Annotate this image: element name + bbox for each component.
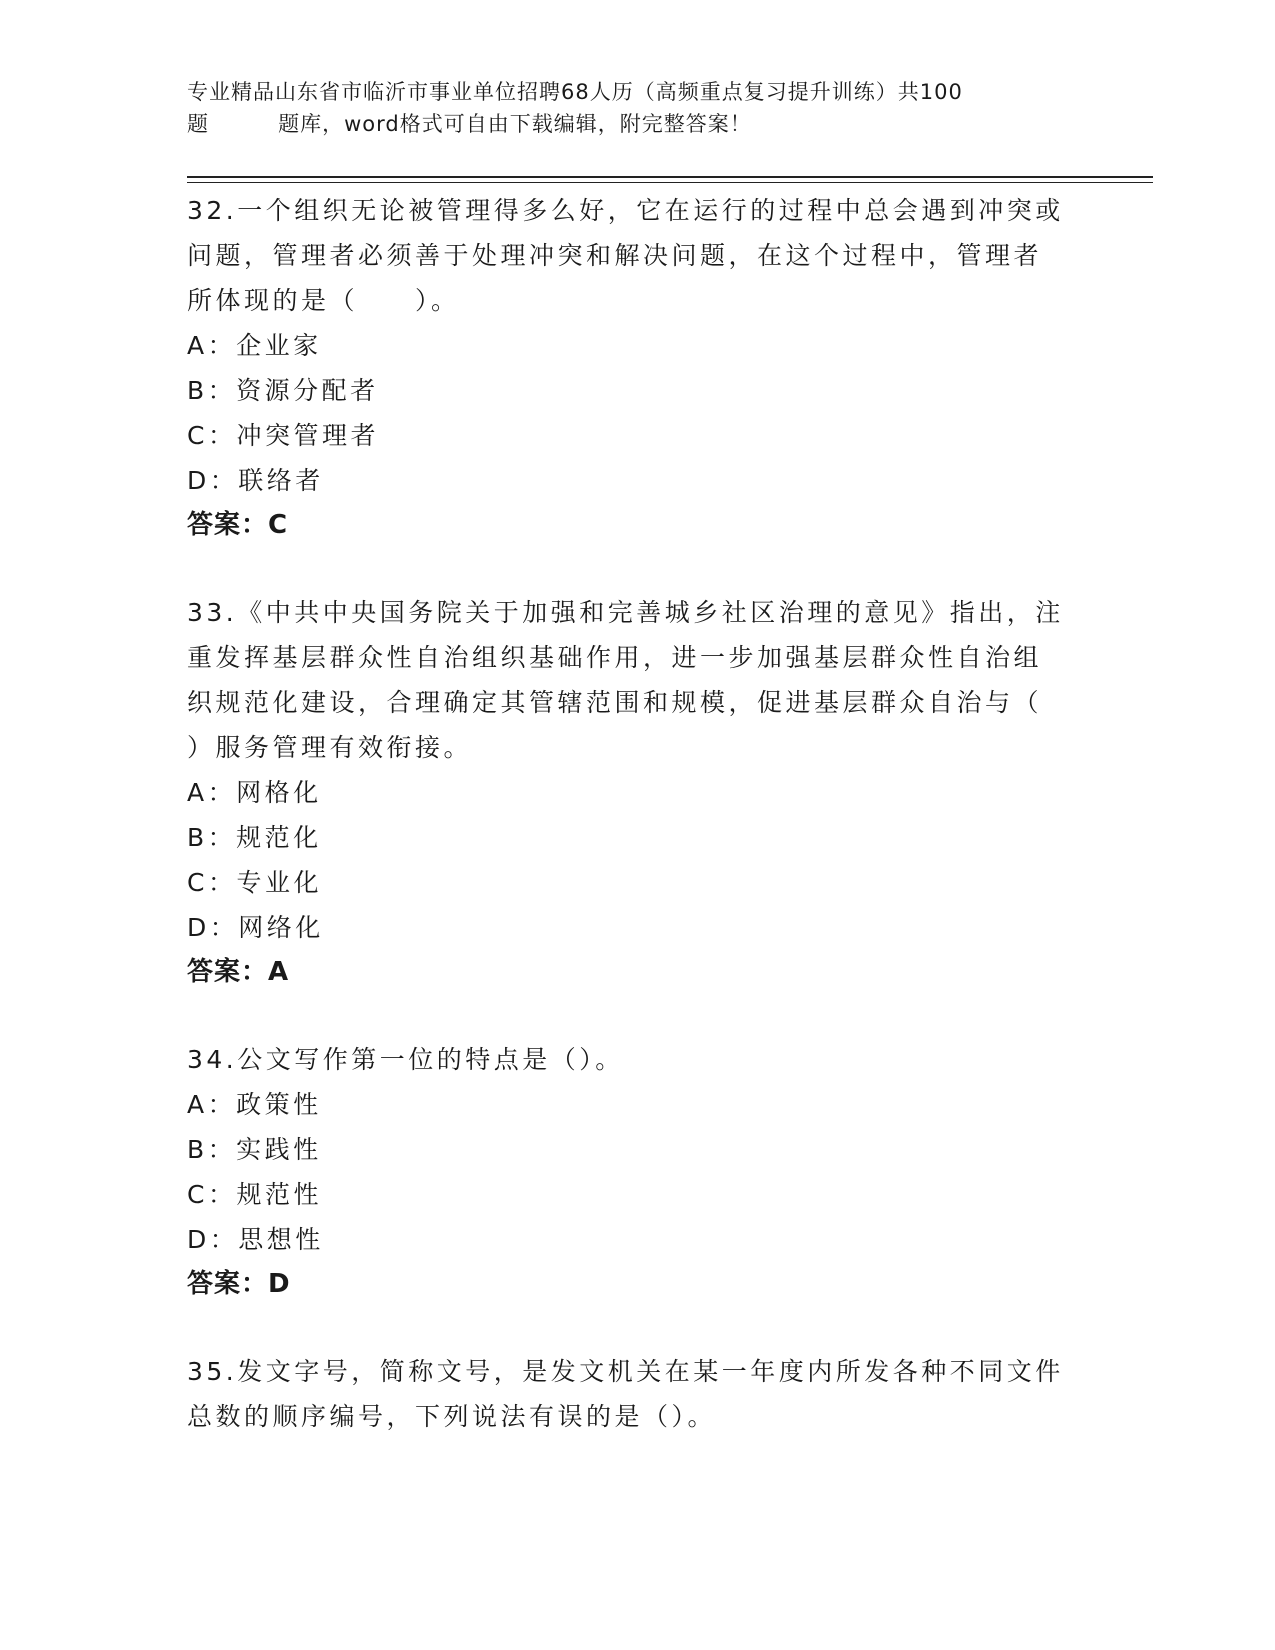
question-32 [187, 188, 1087, 548]
question-text: 织规范化建设，合理确定其管辖范围和规模，促进基层群众自治与（ [187, 688, 1043, 717]
option-c: C：冲突管理者 [187, 421, 379, 450]
answer-line: 答案：D [187, 1269, 291, 1299]
option-b: B：资源分配者 [187, 376, 379, 405]
option-a: A：网格化 [187, 778, 322, 807]
option-b: B：规范化 [187, 823, 322, 852]
option-c: C：规范性 [187, 1180, 322, 1209]
question-35 [187, 1349, 1087, 1439]
header-divider-thin [187, 182, 1153, 183]
question-list [187, 188, 1087, 1481]
question-text: 问题，管理者必须善于处理冲突和解决问题，在这个过程中，管理者 [187, 241, 1043, 270]
question-text: 34.公文写作第一位的特点是（）。 [187, 1045, 624, 1074]
option-d: D：联络者 [187, 466, 324, 495]
question-text: ）服务管理有效衔接。 [187, 733, 473, 762]
header-title-line: 专业精品山东省市临沂市事业单位招聘68人历（高频重点复习提升训练）共100 [187, 80, 963, 104]
question-33 [187, 590, 1087, 995]
question-text: 32.一个组织无论被管理得多么好，它在运行的过程中总会遇到冲突或 [187, 196, 1064, 225]
option-d: D：网络化 [187, 913, 324, 942]
document-header [187, 76, 1087, 140]
option-a: A：政策性 [187, 1090, 322, 1119]
question-34 [187, 1037, 1087, 1307]
option-d: D：思想性 [187, 1225, 324, 1254]
header-divider [187, 176, 1153, 178]
option-b: B：实践性 [187, 1135, 322, 1164]
option-c: C：专业化 [187, 868, 322, 897]
question-text: 所体现的是（ ）。 [187, 286, 460, 315]
question-text: 35.发文字号，简称文号，是发文机关在某一年度内所发各种不同文件 [187, 1357, 1064, 1386]
answer-line: 答案：C [187, 510, 289, 540]
header-subtitle-line: 题 题库，word格式可自由下载编辑，附完整答案！ [187, 112, 752, 136]
answer-line: 答案：A [187, 957, 290, 987]
question-text: 总数的顺序编号，下列说法有误的是（）。 [187, 1402, 717, 1431]
question-text: 33.《中共中央国务院关于加强和完善城乡社区治理的意见》指出，注 [187, 598, 1064, 627]
question-text: 重发挥基层群众性自治组织基础作用，进一步加强基层群众性自治组 [187, 643, 1043, 672]
option-a: A：企业家 [187, 331, 322, 360]
